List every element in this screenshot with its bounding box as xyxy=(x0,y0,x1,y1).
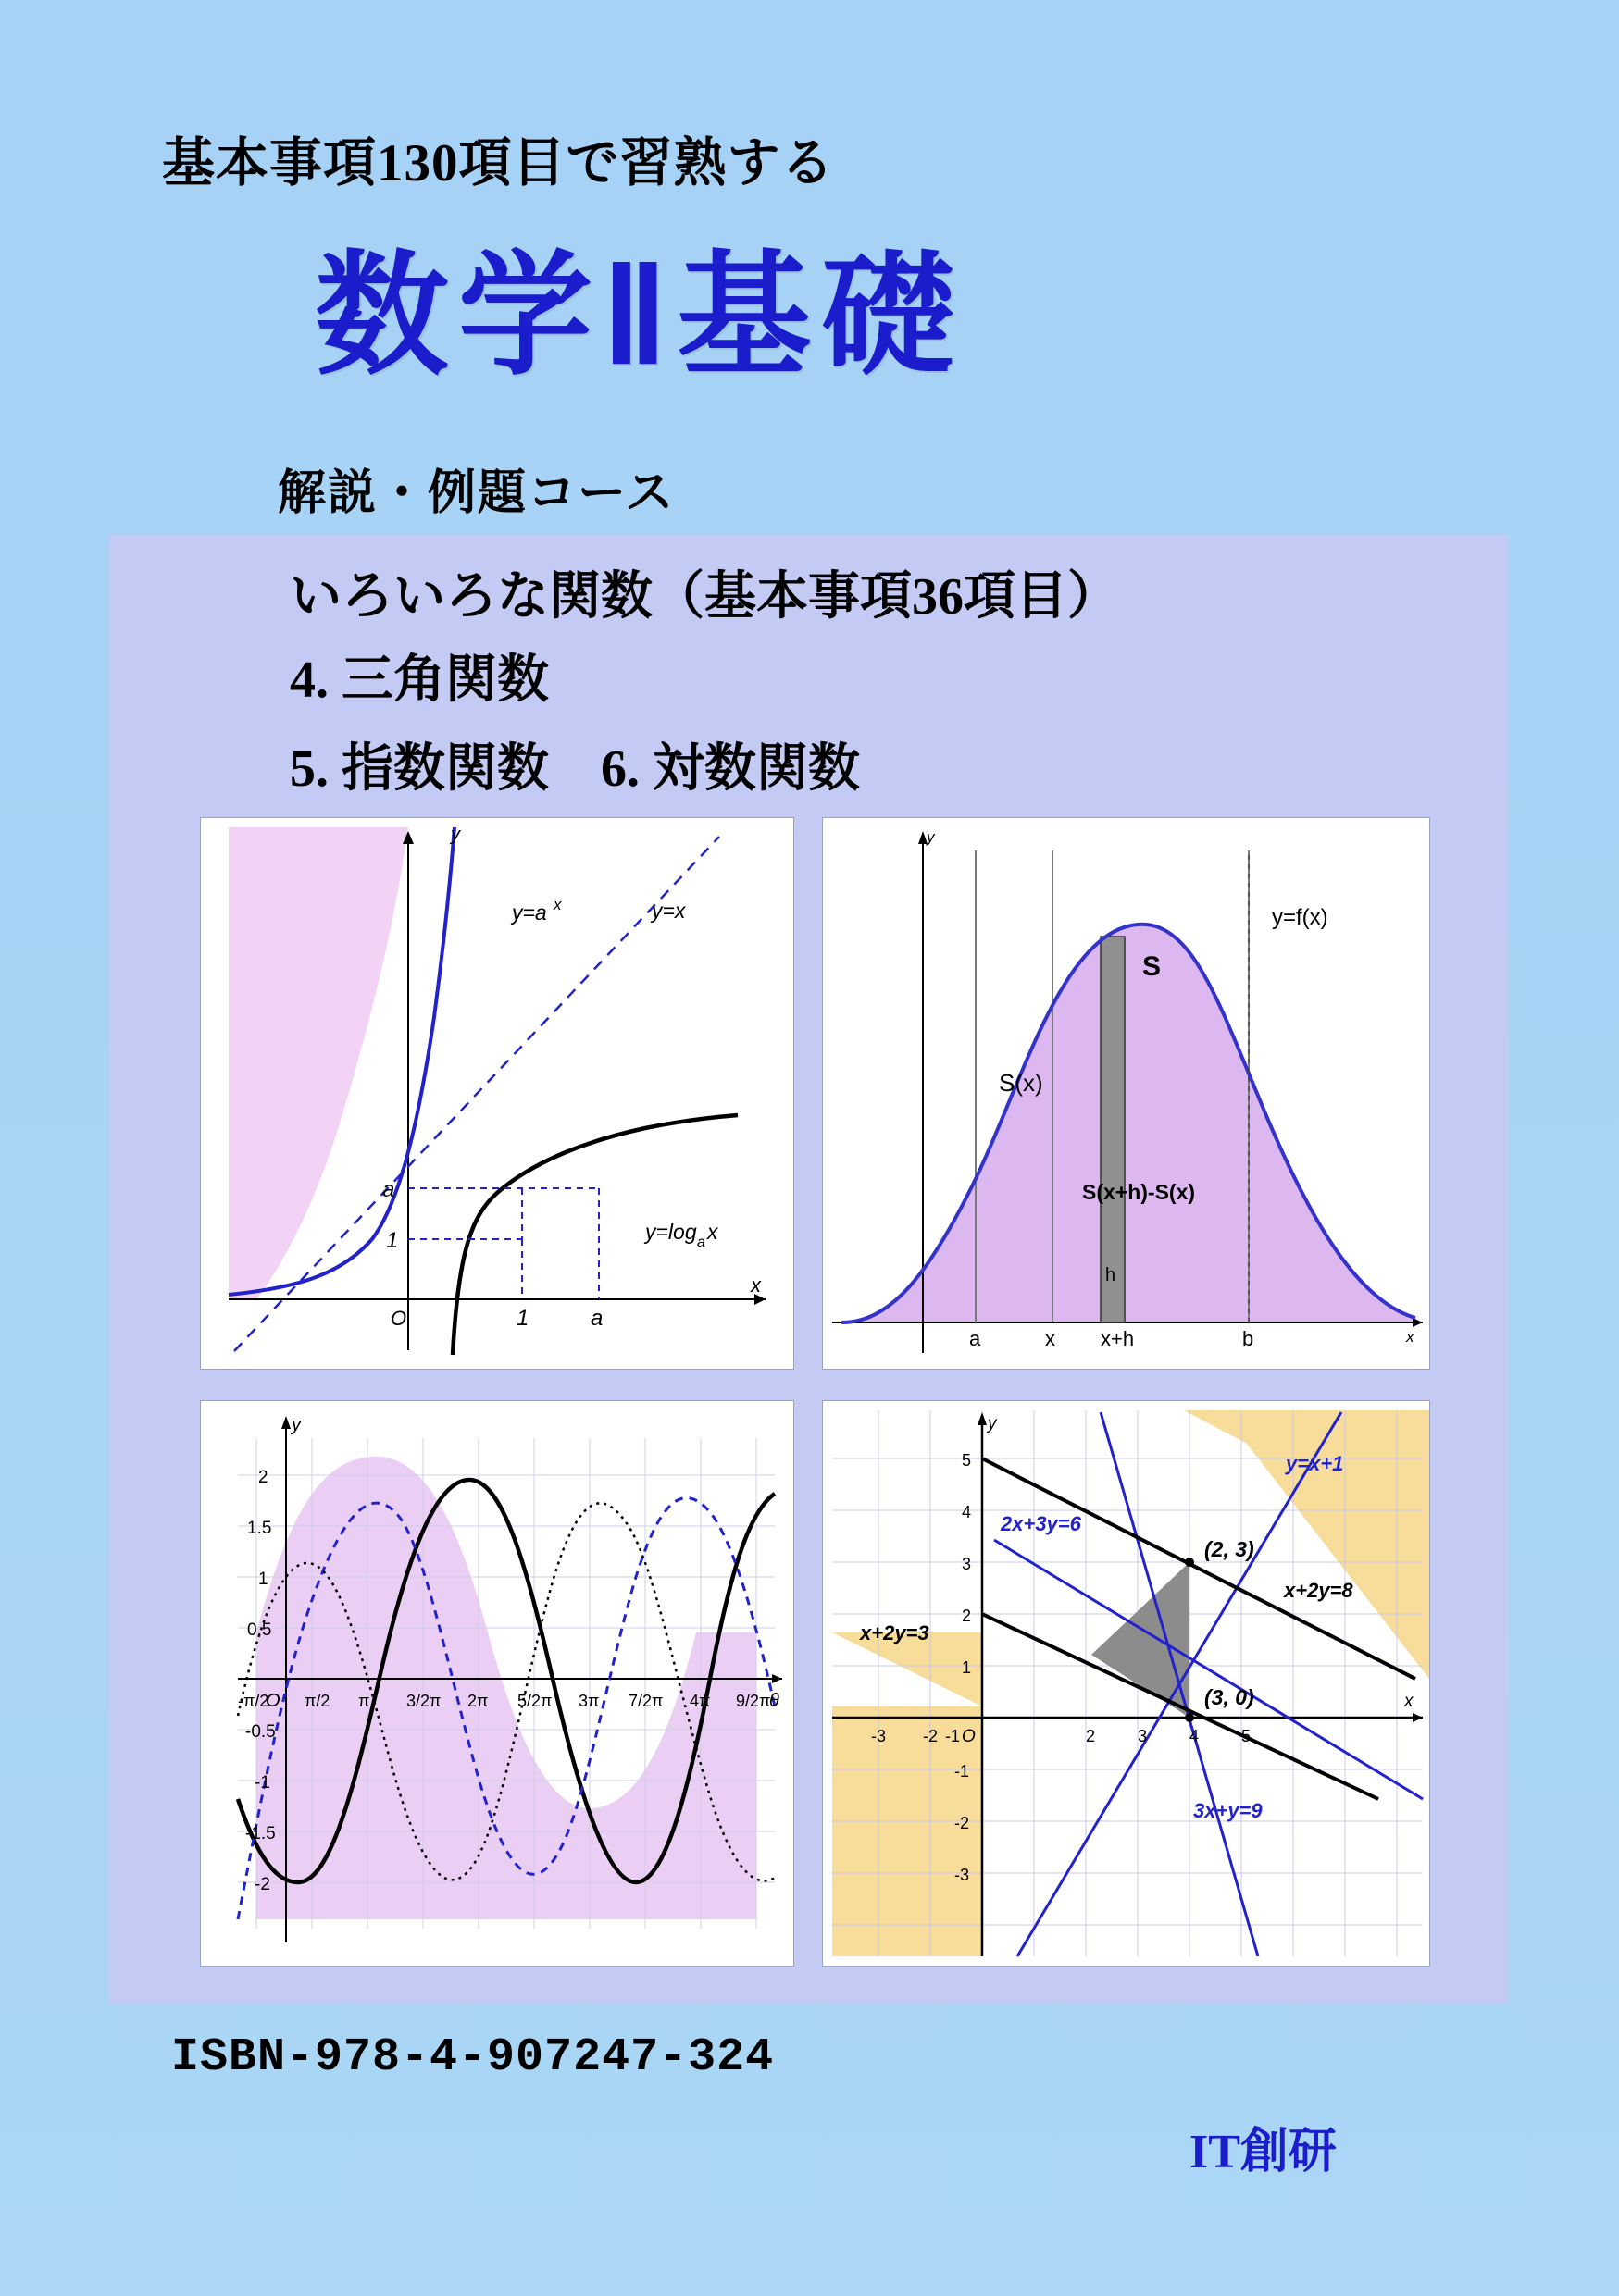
panel-line-3: 5. 指数関数 6. 対数関数 xyxy=(290,740,860,798)
label-line4: x+2y=8 xyxy=(1284,1579,1353,1602)
label-tick-x: x xyxy=(1045,1327,1055,1350)
x-axis-arrow xyxy=(1413,1713,1423,1722)
label-point-3-0: (3, 0) xyxy=(1204,1685,1254,1709)
y-tick-5: 5 xyxy=(962,1451,972,1470)
y-tick-neg2: -2 xyxy=(954,1814,970,1832)
x-tick-3: 3 xyxy=(1138,1727,1148,1745)
label-line3: x+2y=3 xyxy=(860,1621,929,1644)
figure-grid xyxy=(200,817,1431,1965)
y-tick-neg-2: -2 xyxy=(255,1875,270,1894)
label-log-curve: y=log xyxy=(645,1220,697,1244)
label-tick-x-plus-h: x+h xyxy=(1101,1327,1135,1350)
y-axis-arrow xyxy=(978,1412,987,1425)
cover-supertitle: 基本事項130項目で習熟する xyxy=(162,134,835,192)
label-tick-a-x: a xyxy=(591,1306,604,1331)
x-tick-2: 2 xyxy=(1086,1727,1096,1745)
label-delta-area: S(x+h)-S(x) xyxy=(1082,1180,1196,1204)
x-axis-arrow xyxy=(772,1674,782,1683)
label-point-2-3: (2, 3) xyxy=(1204,1537,1254,1561)
y-tick-1-5: 1.5 xyxy=(247,1519,272,1538)
label-x-axis: θ xyxy=(769,1691,779,1711)
content-panel xyxy=(109,535,1509,2004)
figure-linear-region xyxy=(822,1400,1430,1967)
y-tick-3: 3 xyxy=(962,1555,972,1573)
x-tick-9-2-pi: 9/2π xyxy=(736,1692,771,1710)
cover-subtitle: 解説・例題コース xyxy=(278,467,676,520)
y-tick-0-5: 0.5 xyxy=(247,1620,272,1640)
x-tick-4pi: 4π xyxy=(690,1692,711,1710)
y-tick-neg1: -1 xyxy=(954,1762,970,1781)
label-log-curve-arg: x xyxy=(707,1220,718,1244)
x-tick-2pi: 2π xyxy=(467,1692,489,1710)
y-tick-1: 1 xyxy=(258,1570,268,1589)
area-function-svg xyxy=(823,818,1429,1369)
label-origin: O xyxy=(962,1727,976,1746)
x-tick-neg2: -2 xyxy=(923,1727,939,1745)
publisher-name: IT創研 xyxy=(1189,2126,1337,2178)
y-tick-neg-1-5: -1.5 xyxy=(245,1824,276,1843)
label-exp-curve: y=a xyxy=(512,900,547,925)
figure-exp-log xyxy=(200,817,794,1370)
label-y-axis: y xyxy=(988,1414,997,1433)
x-tick-5: 5 xyxy=(1241,1727,1252,1745)
y-tick-neg3: -3 xyxy=(954,1866,970,1884)
label-y-axis: y xyxy=(927,828,935,846)
y-tick-2: 2 xyxy=(258,1468,268,1487)
y-tick-neg-1: -1 xyxy=(255,1773,270,1793)
label-y-axis: y xyxy=(451,825,460,845)
label-line5: 3x+y=9 xyxy=(1193,1799,1263,1822)
label-y-axis: y xyxy=(292,1415,301,1435)
x-tick-neg3: -3 xyxy=(871,1727,887,1745)
y-tick-1: 1 xyxy=(962,1658,972,1677)
linear-region-svg xyxy=(823,1401,1429,1966)
label-origin: O xyxy=(391,1307,407,1330)
label-tick-1-y: 1 xyxy=(386,1228,399,1253)
label-curve: y=f(x) xyxy=(1272,905,1328,930)
label-identity-line: y=x xyxy=(652,899,686,923)
y-tick-4: 4 xyxy=(962,1503,972,1521)
x-tick-3-2-pi: 3/2π xyxy=(406,1692,442,1710)
panel-line-2: 4. 三角関数 xyxy=(290,652,549,709)
x-tick-4: 4 xyxy=(1189,1727,1200,1745)
label-x-axis: x xyxy=(751,1273,761,1297)
exp-log-svg xyxy=(201,818,793,1369)
panel-heading: いろいろな関数（基本事項36項目） xyxy=(290,568,1119,626)
label-tick-a-y: a xyxy=(382,1177,395,1202)
x-tick-7-2-pi: 7/2π xyxy=(629,1692,664,1710)
figure-trig xyxy=(200,1400,794,1967)
label-tick-b: b xyxy=(1242,1327,1254,1350)
label-tick-1-x: 1 xyxy=(517,1306,529,1331)
trig-svg xyxy=(201,1401,793,1966)
label-tick-a: a xyxy=(969,1327,981,1350)
x-tick-neg1: -1 xyxy=(945,1727,961,1745)
label-origin: O xyxy=(266,1691,280,1711)
cover-main-title: 数学Ⅱ基礎 xyxy=(315,243,965,391)
y-tick-neg-0-5: -0.5 xyxy=(245,1722,276,1742)
label-exp-curve-exponent: x xyxy=(554,896,562,913)
figure-area-function xyxy=(822,817,1430,1370)
y-tick-2: 2 xyxy=(962,1607,972,1625)
label-area-Sx: S(x) xyxy=(999,1069,1043,1097)
label-x-axis: x xyxy=(1404,1692,1414,1711)
x-tick-5-2-pi: 5/2π xyxy=(517,1692,553,1710)
label-strip-height: h xyxy=(1105,1265,1116,1285)
label-x-axis: x xyxy=(1406,1328,1414,1346)
label-log-curve-base: a xyxy=(697,1235,705,1250)
isbn-text: ISBN-978-4-907247-324 xyxy=(171,2031,775,2084)
y-axis-arrow xyxy=(281,1416,291,1429)
label-line2: 2x+3y=6 xyxy=(1001,1512,1081,1535)
x-tick-3pi: 3π xyxy=(579,1692,600,1710)
x-tick-pi: π xyxy=(358,1692,370,1710)
label-line1: y=x+1 xyxy=(1286,1452,1344,1475)
point-2-3 xyxy=(1185,1558,1194,1567)
label-area-S: S xyxy=(1142,951,1162,982)
x-tick-neg-half-pi: -π/2 xyxy=(238,1692,269,1710)
x-tick-half-pi: π/2 xyxy=(305,1692,330,1710)
point-3-0 xyxy=(1185,1713,1194,1722)
